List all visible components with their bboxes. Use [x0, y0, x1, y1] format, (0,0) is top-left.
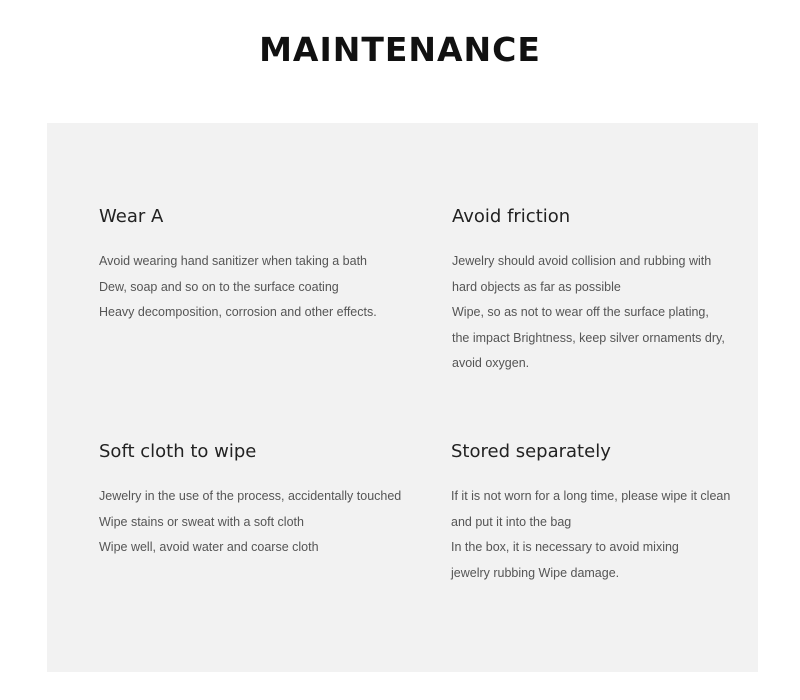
section-text-line: Wipe, so as not to wear off the surface plating, [452, 305, 709, 319]
section-text-line: Wipe stains or sweat with a soft cloth [99, 514, 304, 529]
section-text-line: Jewelry should avoid collision and rubbing with [452, 254, 712, 268]
section-text-line: hard objects as far as possible [452, 279, 621, 294]
section-text-line: Jewelry in the use of the process, accidentally touched [99, 489, 402, 503]
section-text-line: Heavy decomposition, corrosion and other effects. [99, 305, 377, 319]
section-heading: Avoid friction [452, 206, 571, 227]
section-text-line: jewelry rubbing Wipe damage. [451, 565, 620, 580]
maintenance-panel [47, 123, 758, 672]
section-soft-cloth [99, 440, 402, 561]
section-text-line: Dew, soap and so on to the surface coating [99, 279, 339, 294]
section-text-line: and put it into the bag [451, 514, 572, 529]
page-title: MAINTENANCE [259, 30, 541, 69]
section-text-line: In the box, it is necessary to avoid mixing [451, 540, 679, 554]
section-text-line: Avoid wearing hand sanitizer when taking a bath [99, 254, 367, 268]
section-stored-separately [451, 440, 741, 586]
section-wear-a [99, 205, 389, 326]
section-heading: Stored separately [451, 441, 611, 462]
section-avoid-friction [452, 205, 742, 377]
section-heading: Wear A [99, 206, 164, 227]
section-heading: Soft cloth to wipe [99, 441, 257, 462]
section-text-line: avoid oxygen. [452, 356, 530, 370]
section-text-line: Wipe well, avoid water and coarse cloth [99, 540, 319, 554]
section-text-line: If it is not worn for a long time, please wipe it clean [451, 489, 731, 503]
section-text-line: the impact Brightness, keep silver ornaments dry, [452, 330, 725, 345]
